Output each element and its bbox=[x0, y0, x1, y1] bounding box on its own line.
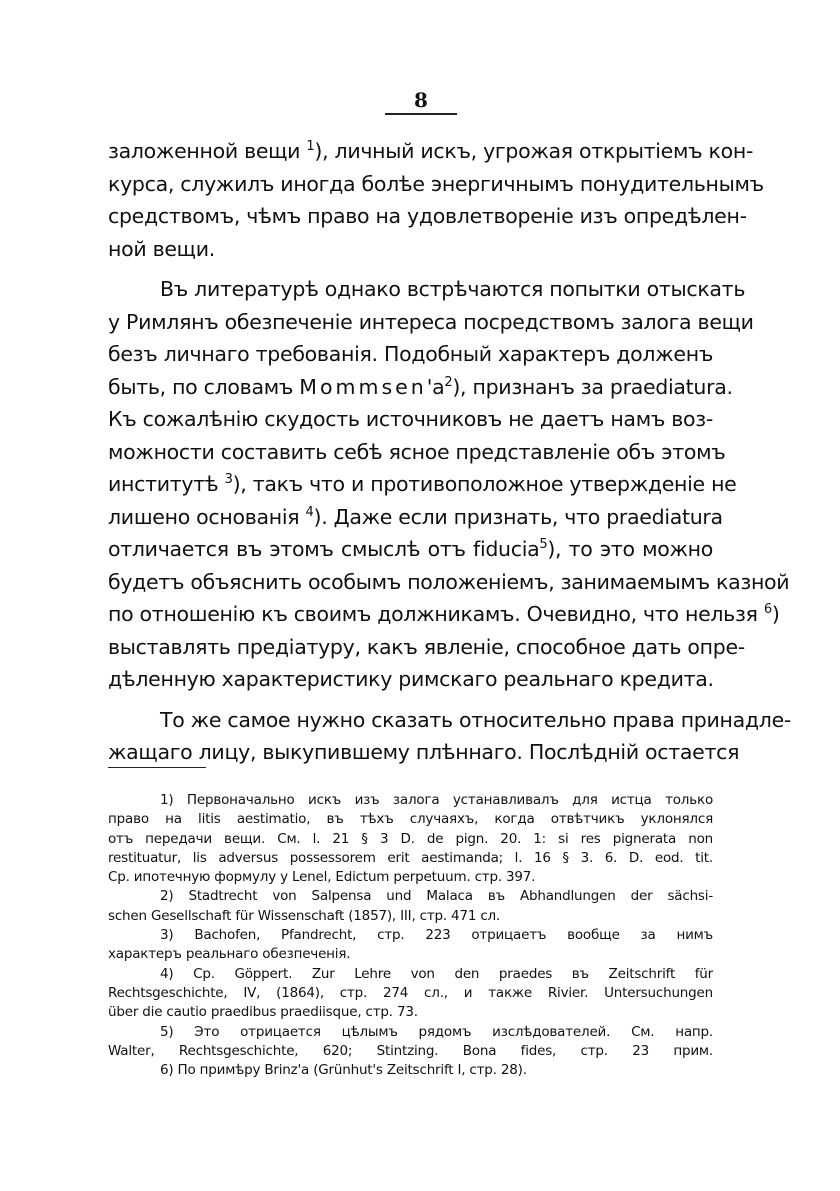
footnote-line: 5) Это отрицается цѣлымъ рядомъ изслѣдователей. См. напр. bbox=[160, 1023, 713, 1040]
text-line: безъ личнаго требованія. Подобный характеръ долженъ bbox=[108, 342, 713, 366]
text-line: ной вещи. bbox=[108, 236, 215, 261]
author-name: Mommsen bbox=[299, 374, 427, 399]
text-line: лишено основанія $^4$). Даже если признать, что praediatura bbox=[108, 504, 723, 529]
page-number: 8 bbox=[414, 88, 428, 112]
footnote-ref[interactable]: 5 bbox=[539, 537, 548, 552]
footnote-line: restituatur, lis adversus possessorem erit aestimanda; l. 16 § 3. 6. D. eod. tit. bbox=[108, 849, 713, 866]
footnote-line: schen Gesellschaft für Wissenschaft (1857), III, стр. 471 сл. bbox=[108, 907, 501, 924]
main-text bbox=[108, 135, 791, 769]
text-line: Къ сожалѣнію скудость источниковъ не даетъ намъ воз- bbox=[108, 407, 713, 431]
footnote-line: 2) Stadtrecht von Salpensa und Malaca въ Abhandlungen der sächsi- bbox=[160, 888, 713, 905]
footnote-line: 1) Первоначально искъ изъ залога устанавливалъ для истца только bbox=[160, 792, 713, 808]
text-line: средствомъ, чѣмъ право на удовлетвореніе изъ опредѣлен- bbox=[108, 204, 747, 228]
footnote-line: 4) Ср. Göppert. Zur Lehre von den praedes въ Zeitschrift für bbox=[160, 965, 713, 982]
footnote-ref[interactable]: 4 bbox=[305, 504, 314, 520]
footnotes bbox=[108, 791, 713, 1080]
footnote-ref[interactable]: 6 bbox=[763, 602, 772, 617]
text-line: дѣленную характеристику римскаго реальнаго кредита. bbox=[108, 667, 714, 691]
footnote-separator bbox=[108, 767, 206, 768]
footnote-line: отъ передачи вещи. См. l. 21 § 3 D. de pign. 20. 1: si res pignerata non bbox=[108, 830, 713, 847]
footnote-ref[interactable]: 1 bbox=[306, 139, 315, 154]
text-line: заложенной вещи $^1$), личный искъ, угрожая открытіемъ кон- bbox=[108, 139, 754, 163]
text-line: по отношенію къ своимъ должникамъ. Очевидно, что нельзя $^6$) bbox=[108, 602, 780, 626]
footnote-ref[interactable]: 3 bbox=[224, 472, 233, 487]
text-line: быть, по словамъ $Mommsen'a^2$), признанъ за praediatura. bbox=[108, 374, 733, 399]
footnote-line: 6) По примѣру Brinz'a (Grünhut's Zeitschrift I, стр. 28). bbox=[160, 1062, 527, 1079]
footnote-line: право на litis aestimatio, въ тѣхъ случаяхъ, когда отвѣтчикъ уклонялся bbox=[108, 811, 713, 828]
text-line: можности составить себѣ ясное представленіе объ этомъ bbox=[108, 439, 726, 464]
text-line: отличается въ этомъ смыслѣ отъ fiducia$^5$), то это можно bbox=[108, 537, 713, 561]
footnote-line: 3) Bachofen, Pfandrecht, стр. 223 отрицаетъ вообще за нимъ bbox=[160, 927, 713, 944]
footnote-line: Walter, Rechtsgeschichte, 620; Stintzing. Bona fides, стр. 23 прим. bbox=[108, 1042, 713, 1059]
text-line: выставлять предіатуру, какъ явленіе, способное дать опре- bbox=[108, 634, 745, 659]
text-line: Въ литературѣ однако встрѣчаются попытки отыскать bbox=[160, 277, 746, 301]
text-line: То же самое нужно сказать относительно права принадле- bbox=[160, 707, 791, 732]
text-line: у Римлянъ обезпеченіе интереса посредствомъ залога вещи bbox=[108, 309, 754, 334]
page-number-rule bbox=[385, 113, 457, 115]
footnote-line: характеръ реальнаго обезпеченія. bbox=[108, 946, 351, 963]
text-line: курса, служилъ иногда болѣе энергичнымъ понудительнымъ bbox=[108, 171, 764, 196]
footnote-line: Ср. ипотечную формулу у Lenel, Edictum perpetuum. стр. 397. bbox=[108, 869, 536, 886]
footnote-line: Rechtsgeschichte, IV, (1864), стр. 274 сл., и также Rivier. Untersuchungen bbox=[108, 984, 713, 1001]
text-line: институтѣ $^3$), такъ что и противоположное утвержденіе не bbox=[108, 472, 737, 496]
footnote-line: über die cautio praedibus praediisque, стр. 73. bbox=[108, 1004, 418, 1021]
text-line: будетъ объяснить особымъ положеніемъ, занимаемымъ казной bbox=[108, 569, 790, 594]
footnote-ref[interactable]: 2 bbox=[444, 374, 453, 390]
text-line: жащаго лицу, выкупившему плѣннаго. Послѣдній остается bbox=[108, 740, 740, 764]
